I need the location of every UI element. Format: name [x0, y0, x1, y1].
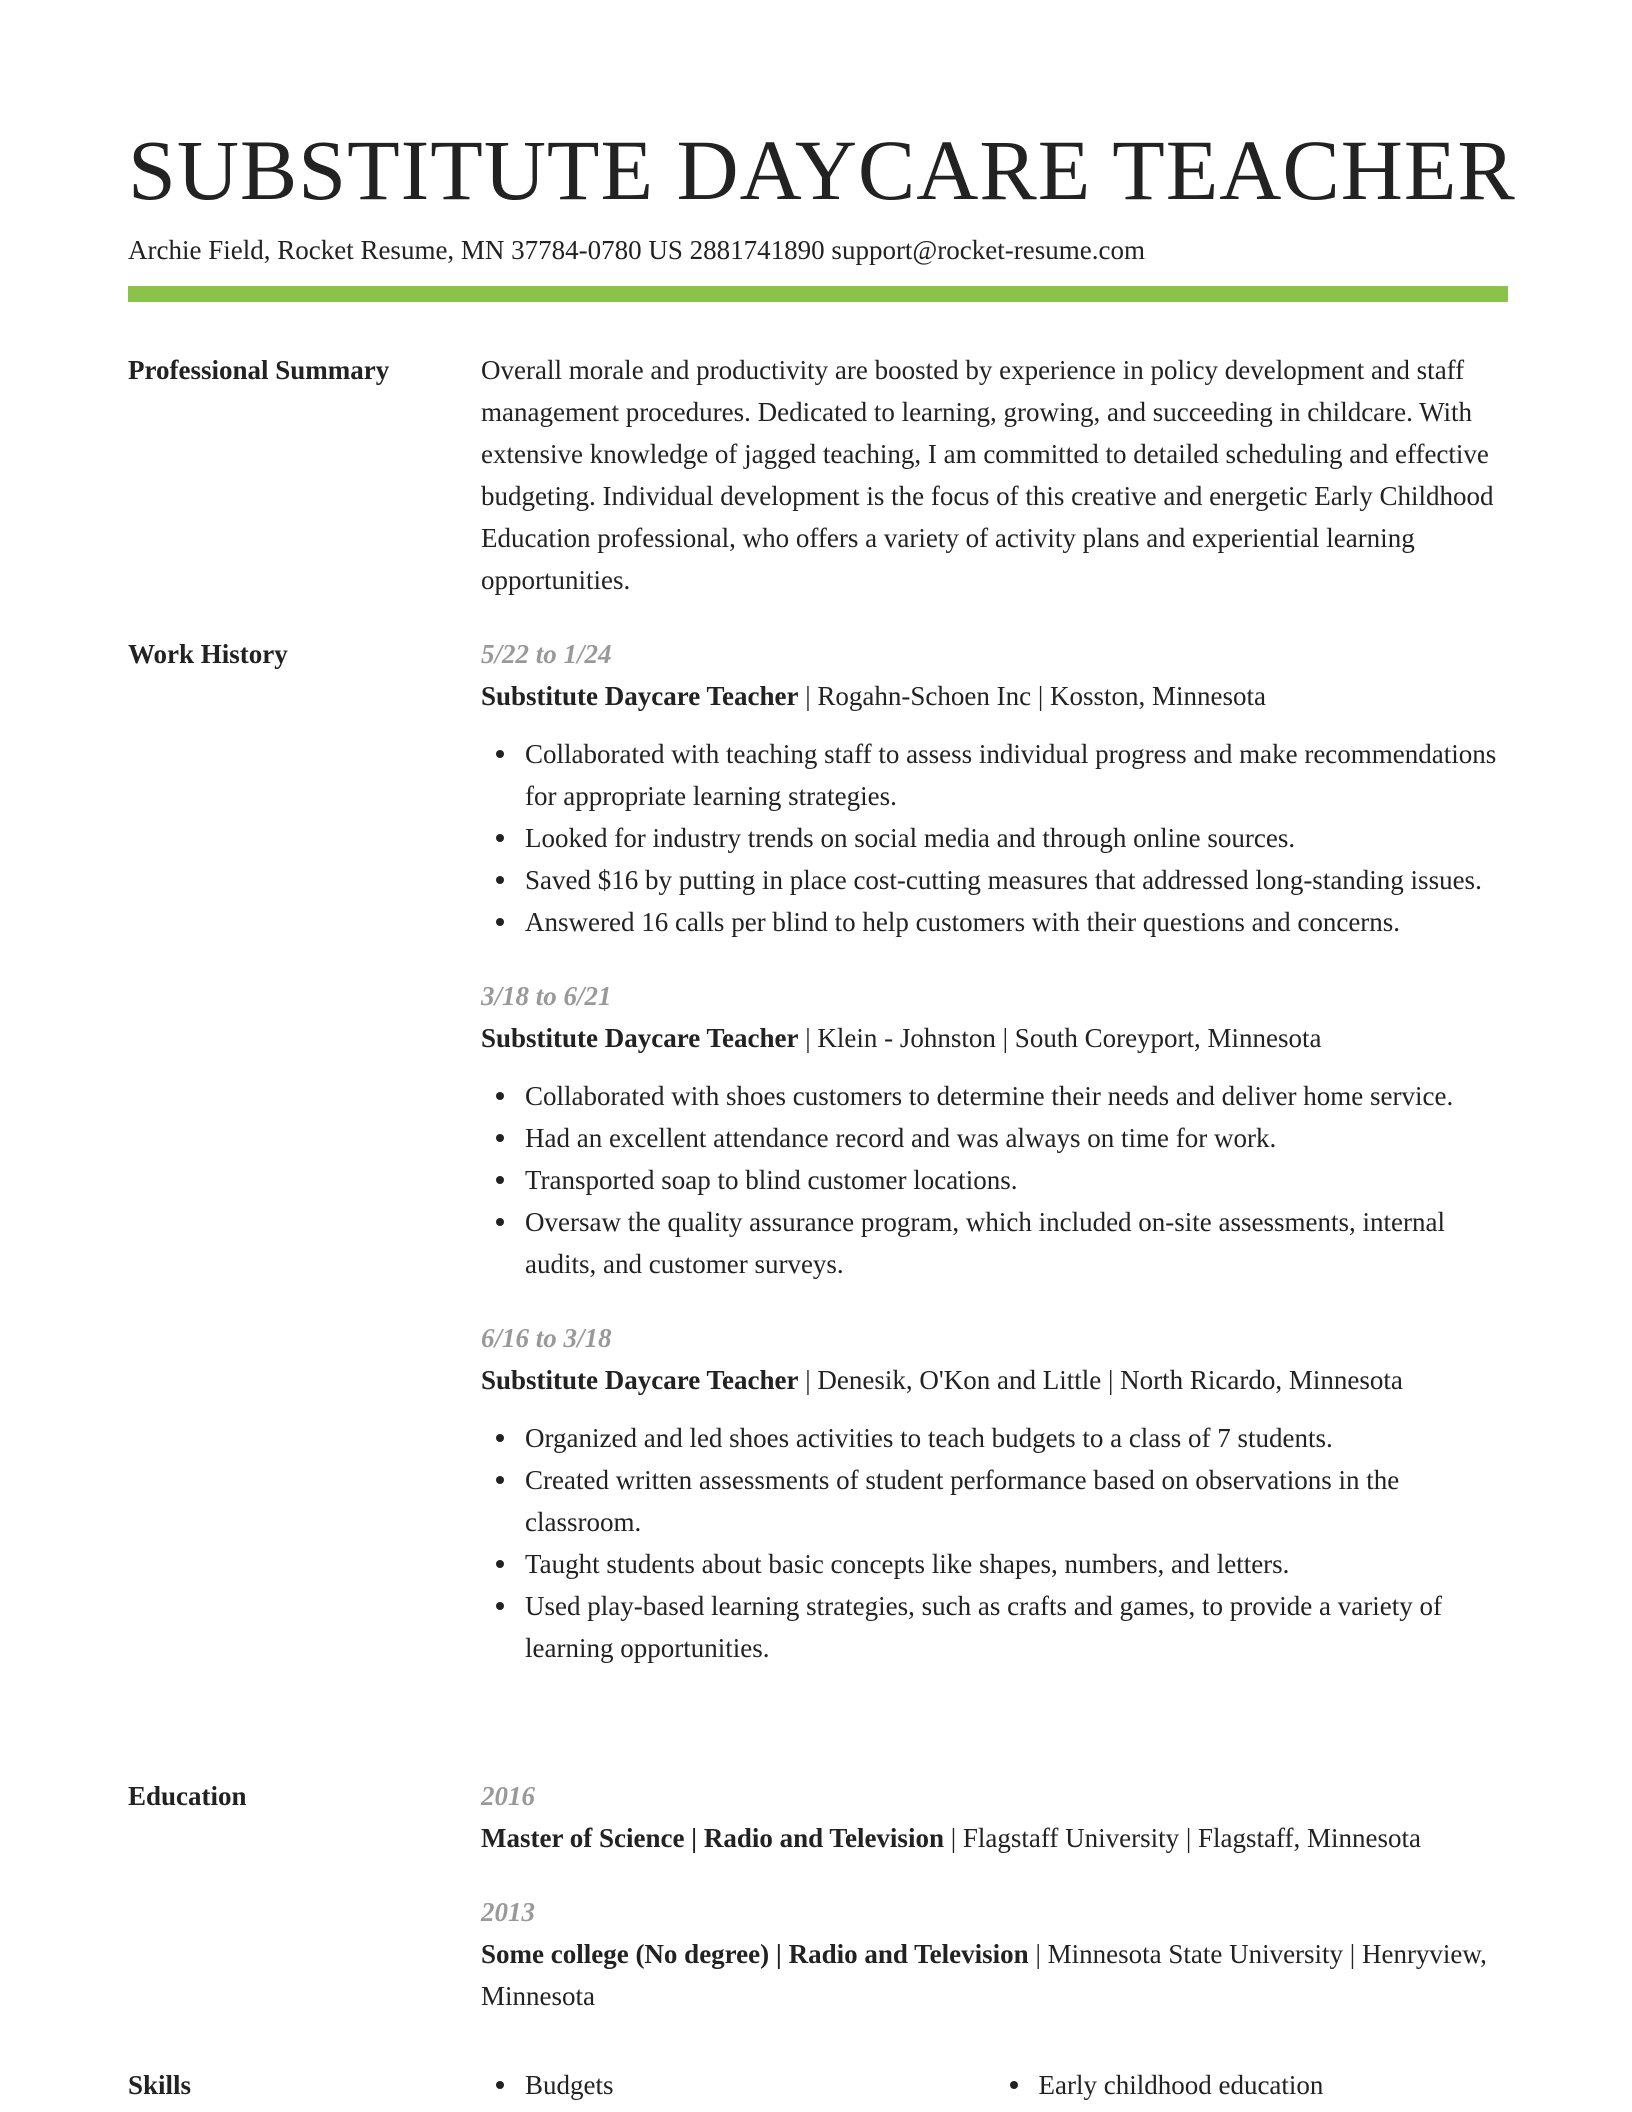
job-details: | Rogahn-Schoen Inc | Kosston, Minnesota	[798, 681, 1267, 711]
job-title: Substitute Daycare Teacher	[481, 1365, 799, 1395]
education-headline	[481, 1933, 1508, 2017]
job-date: 3/18 to 6/21	[481, 981, 612, 1011]
job-details: | Klein - Johnston | South Coreyport, Minnesota	[798, 1023, 1322, 1053]
job-entry	[481, 975, 1508, 1285]
section-label-skills: Skills	[128, 2070, 192, 2100]
education-degree: Master of Science | Radio and Television	[481, 1823, 944, 1853]
skill-item: Budgets	[481, 2064, 995, 2106]
education-entry	[481, 1775, 1508, 1859]
skills-column	[995, 2064, 1509, 2106]
list-item: Taught students about basic concepts like shapes, numbers, and letters.	[481, 1543, 1508, 1585]
contact-line: Archie Field, Rocket Resume, MN 37784-0780 US 2881741890 support@rocket-resume.com	[128, 235, 1145, 265]
section-label-education: Education	[128, 1781, 247, 1811]
education-details: | Flagstaff University | Flagstaff, Minnesota	[943, 1823, 1421, 1853]
list-item: Created written assessments of student performance based on observations in the classroom.	[481, 1459, 1508, 1543]
list-item: Used play-based learning strategies, such as crafts and games, to provide a variety of learning opportunities.	[481, 1585, 1508, 1669]
job-entry	[481, 1317, 1508, 1669]
job-entry	[481, 633, 1508, 943]
resume-title: SUBSTITUTE DAYCARE TEACHER	[128, 122, 1516, 218]
job-date: 5/22 to 1/24	[481, 639, 612, 669]
list-item: Organized and led shoes activities to teach budgets to a class of 7 students.	[481, 1417, 1508, 1459]
job-bullets	[481, 733, 1508, 943]
job-date: 6/16 to 3/18	[481, 1323, 612, 1353]
job-bullets	[481, 1417, 1508, 1669]
job-bullets	[481, 1075, 1508, 1285]
skills-column	[481, 2064, 995, 2106]
list-item: Transported soap to blind customer locations.	[481, 1159, 1508, 1201]
list-item: Answered 16 calls per blind to help customers with their questions and concerns.	[481, 901, 1508, 943]
job-title: Substitute Daycare Teacher	[481, 1023, 799, 1053]
section-label-work-history: Work History	[128, 639, 288, 669]
education-entry	[481, 1891, 1508, 2017]
education-body	[481, 1775, 1508, 2017]
job-headline	[481, 675, 1508, 717]
list-item: Had an excellent attendance record and was always on time for work.	[481, 1117, 1508, 1159]
skills-list	[481, 2064, 1508, 2106]
summary-text: Overall morale and productivity are boosted by experience in policy development and staff management procedures. Dedicated to learning, growing, and succeeding in childcare. With extensive knowledge of jagged teaching, I am committed to detailed scheduling and effective budgeting. Individual development is the focus of this creative and energetic Early Childhood Education professional, who offers a variety of activity plans and experiential learning opportunities.	[481, 355, 1494, 595]
work-history-body	[481, 633, 1508, 1669]
job-headline	[481, 1017, 1508, 1059]
education-headline	[481, 1817, 1508, 1859]
education-degree: Some college (No degree) | Radio and Television	[481, 1939, 1029, 1969]
list-item: Looked for industry trends on social media and through online sources.	[481, 817, 1508, 859]
list-item: Oversaw the quality assurance program, which included on-site assessments, internal audits, and customer surveys.	[481, 1201, 1508, 1285]
job-headline	[481, 1359, 1508, 1401]
section-label-summary: Professional Summary	[128, 355, 390, 385]
list-item: Collaborated with teaching staff to assess individual progress and make recommendations for appropriate learning strategies.	[481, 733, 1508, 817]
skill-item: Early childhood education	[995, 2064, 1509, 2106]
list-item: Collaborated with shoes customers to determine their needs and deliver home service.	[481, 1075, 1508, 1117]
education-details: | Minnesota State University | Henryview, Minnesota	[481, 1939, 1487, 2011]
header-divider	[128, 286, 1508, 302]
education-date: 2016	[481, 1781, 535, 1811]
job-details: | Denesik, O'Kon and Little | North Ricardo, Minnesota	[798, 1365, 1403, 1395]
job-title: Substitute Daycare Teacher	[481, 681, 799, 711]
education-date: 2013	[481, 1897, 535, 1927]
list-item: Saved $16 by putting in place cost-cutting measures that addressed long-standing issues.	[481, 859, 1508, 901]
